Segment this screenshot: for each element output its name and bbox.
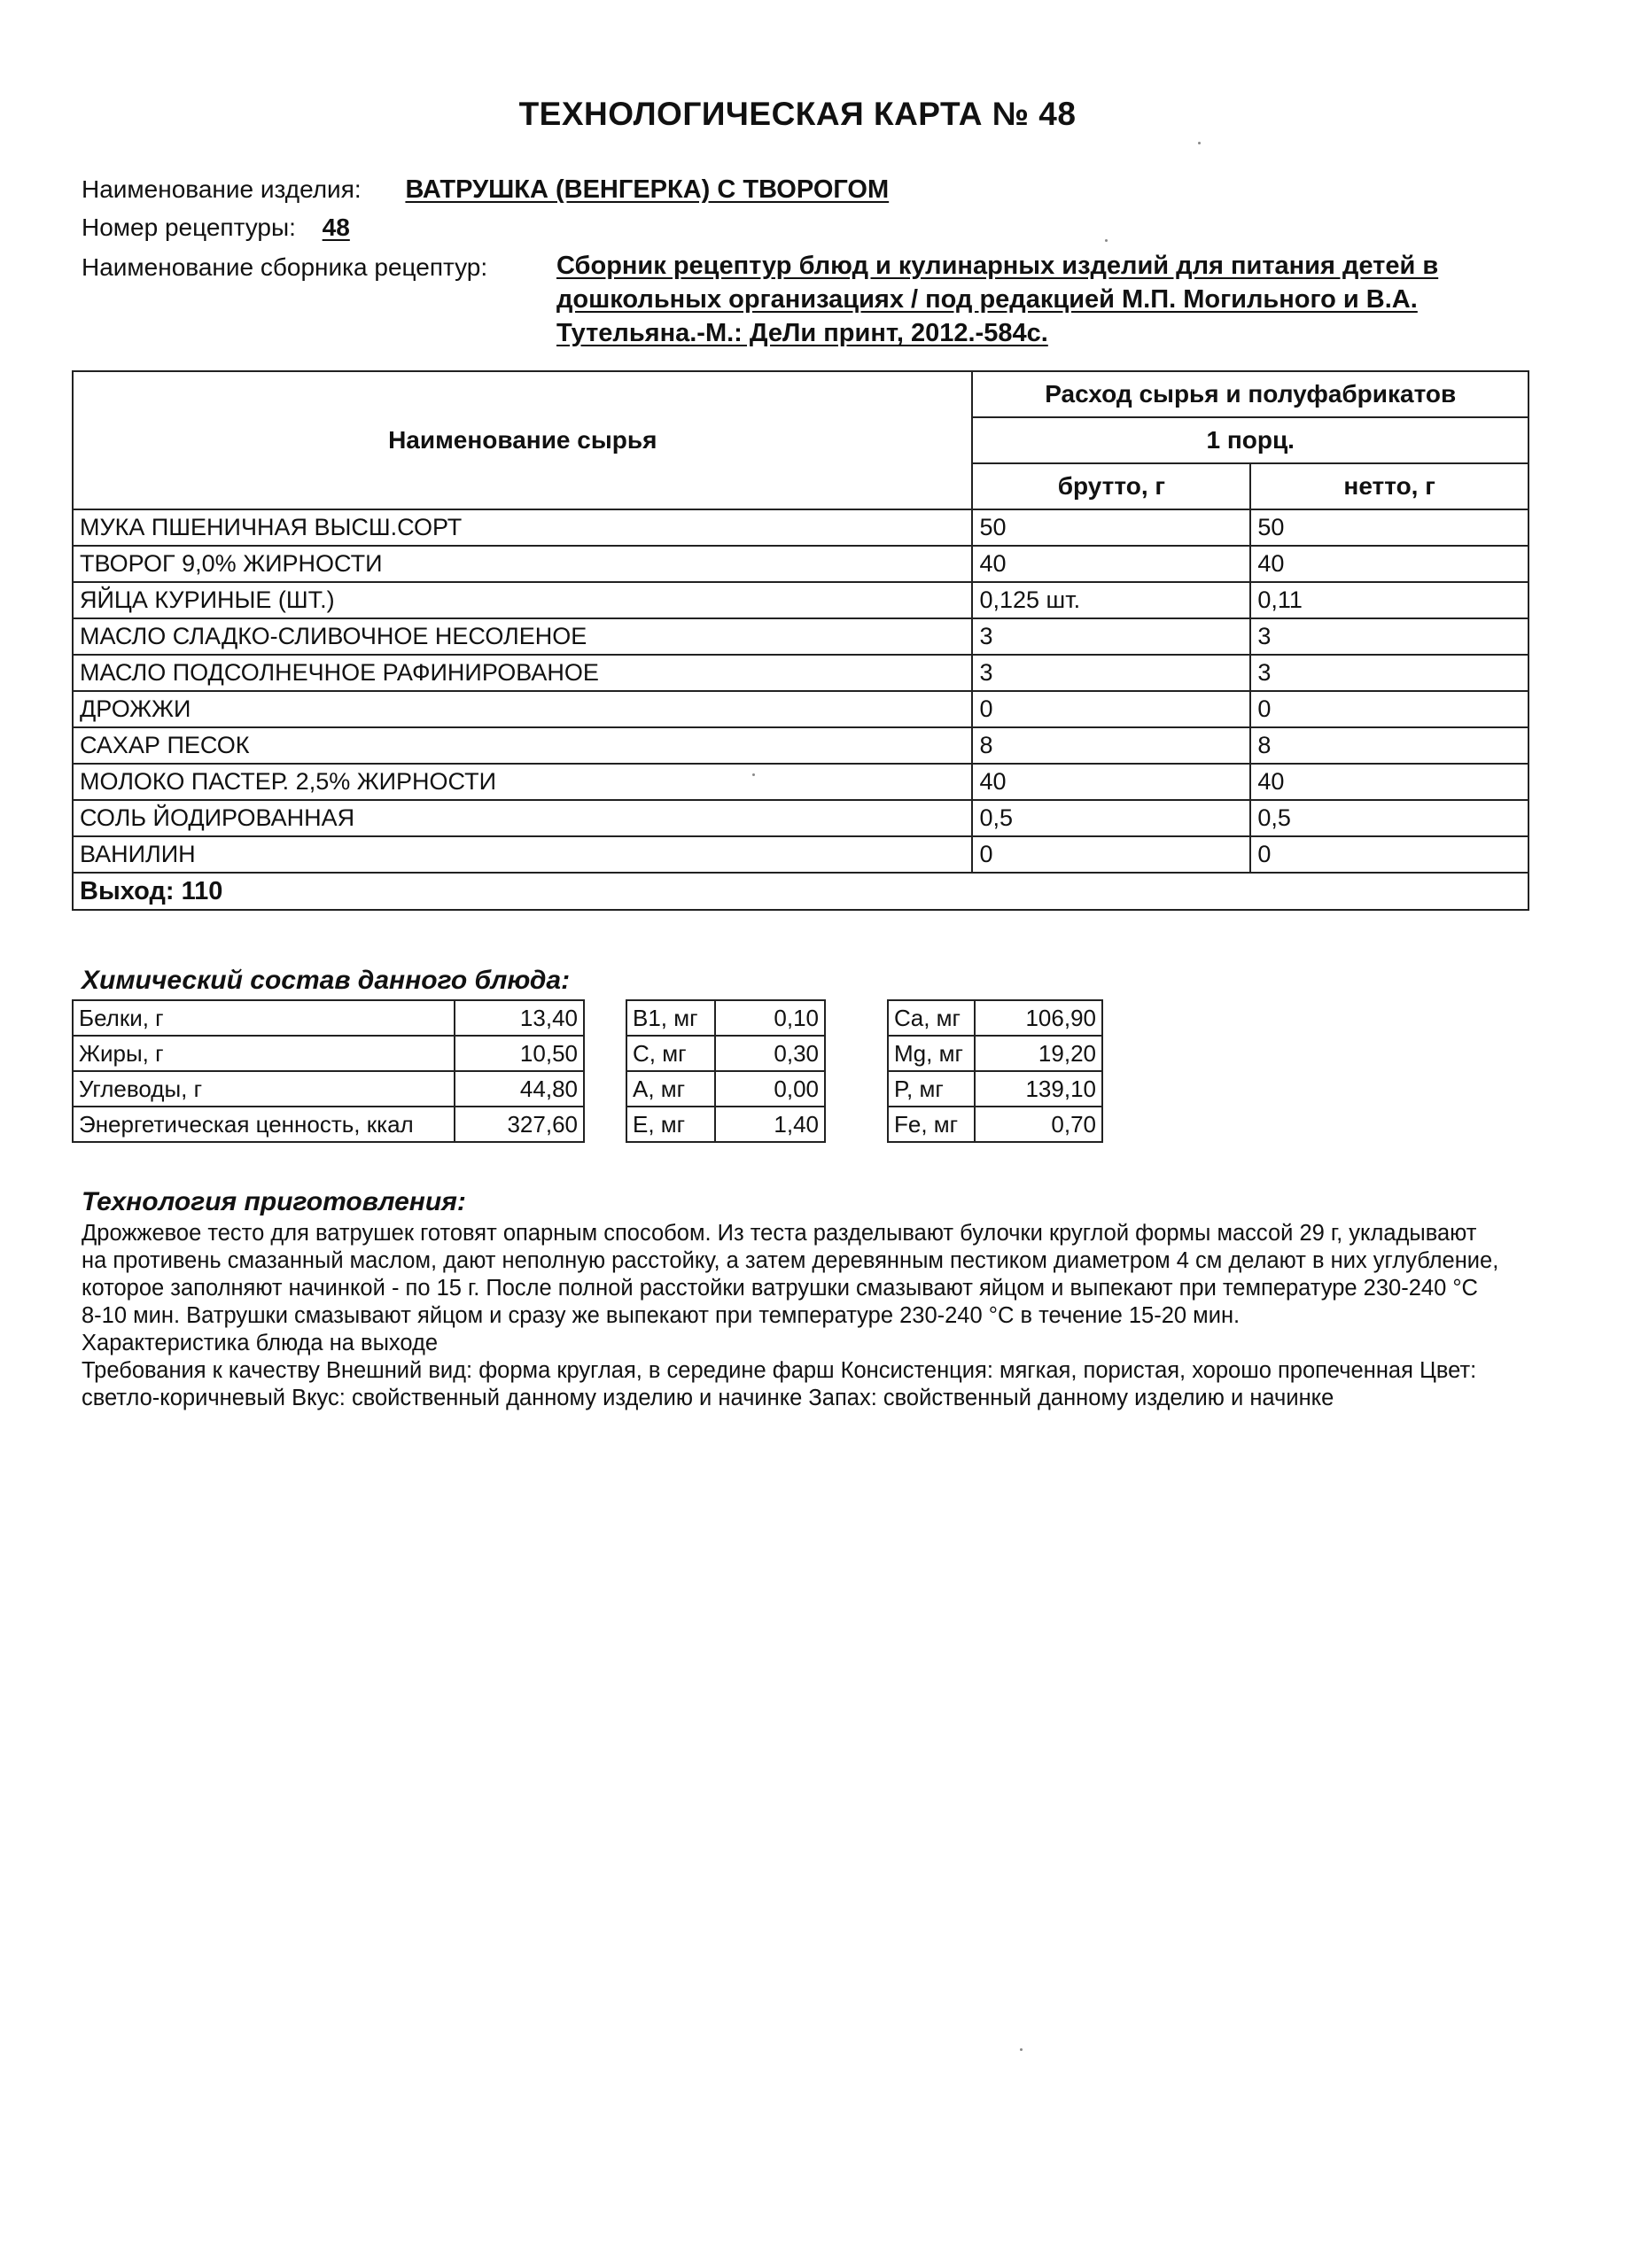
vitamins-table: [626, 999, 826, 1143]
chemistry-label: Mg, мг: [888, 1036, 975, 1071]
ingredient-net: 8: [1250, 727, 1528, 764]
chemistry-row: [73, 1036, 584, 1071]
gross-header: брутто, г: [972, 463, 1250, 509]
ingredient-name: МАСЛО ПОДСОЛНЕЧНОЕ РАФИНИРОВАНОЕ: [73, 655, 972, 691]
scan-speck: [1198, 142, 1201, 144]
ingredient-name: ВАНИЛИН: [73, 836, 972, 873]
chemistry-label: P, мг: [888, 1071, 975, 1107]
chemistry-row: [73, 1071, 584, 1107]
ingredient-gross: 0: [972, 691, 1250, 727]
portion-header: 1 порц.: [972, 417, 1528, 463]
chemistry-label: Ca, мг: [888, 1000, 975, 1036]
technology-text-block: [82, 1220, 1499, 1412]
ingredient-gross: 3: [972, 655, 1250, 691]
ingredient-name: МУКА ПШЕНИЧНАЯ ВЫСШ.СОРТ: [73, 509, 972, 546]
chemistry-row: [626, 1036, 825, 1071]
chemistry-row: [888, 1107, 1102, 1142]
ingredient-net: 40: [1250, 764, 1528, 800]
chemistry-label: Жиры, г: [73, 1036, 455, 1071]
ingredient-row: [73, 546, 1528, 582]
chemistry-value: 1,40: [715, 1107, 825, 1142]
ingredient-name: ТВОРОГ 9,0% ЖИРНОСТИ: [73, 546, 972, 582]
chemistry-label: C, мг: [626, 1036, 715, 1071]
chemistry-label: Энергетическая ценность, ккал: [73, 1107, 455, 1142]
ingredient-name: СОЛЬ ЙОДИРОВАННАЯ: [73, 800, 972, 836]
macros-table: [72, 999, 585, 1143]
yield-cell: Выход: 110: [73, 873, 1528, 910]
scan-speck: [1105, 239, 1108, 242]
collection-label: Наименование сборника рецептур:: [82, 253, 488, 281]
ingredient-gross: 0,5: [972, 800, 1250, 836]
ingredient-gross: 40: [972, 546, 1250, 582]
ingredient-net: 40: [1250, 546, 1528, 582]
ingredient-net: 0,11: [1250, 582, 1528, 618]
quality-text: Требования к качеству Внешний вид: форма круглая, в середине фарш Консистенция: мягкая, пористая, хорошо пропеченная Цвет: светло-коричневый Вкус: свойственный данному изделию и начинке Запах: свойственный данному изделию и начинке: [82, 1358, 1477, 1410]
chemistry-label: Белки, г: [73, 1000, 455, 1036]
technology-text: Дрожжевое тесто для ватрушек готовят опарным способом. Из теста разделывают булочки круглой формы массой 29 г, укладывают на противень смазанный маслом, дают неполную расстойку, а затем деревянным пестиком диаметром 4 см делают в них углубление, которое заполняют начинкой - по 15 г. После полной расстойки ватрушки смазывают яйцом и выпекают при температуре 230-240 °С 8-10 мин. Ватрушки смазывают яйцом и сразу же выпекают при температуре 230-240 °С в течение 15-20 мин.: [82, 1221, 1499, 1328]
chemistry-value: 106,90: [975, 1000, 1102, 1036]
chemistry-label: B1, мг: [626, 1000, 715, 1036]
ingredients-body: [73, 509, 1528, 873]
ingredient-net: 0: [1250, 691, 1528, 727]
chemistry-label: A, мг: [626, 1071, 715, 1107]
scan-speck: [1020, 2048, 1023, 2051]
chemistry-value: 327,60: [455, 1107, 584, 1142]
chemistry-row: [888, 1000, 1102, 1036]
chemistry-label: Fe, мг: [888, 1107, 975, 1142]
chemistry-row: [888, 1036, 1102, 1071]
ingredient-net: 3: [1250, 655, 1528, 691]
technology-heading: Технология приготовления:: [82, 1187, 466, 1216]
chemistry-heading: Химический состав данного блюда:: [82, 966, 571, 995]
ingredient-gross: 8: [972, 727, 1250, 764]
minerals-table: [887, 999, 1103, 1143]
ingredient-row: [73, 509, 1528, 546]
chemistry-row: [626, 1071, 825, 1107]
chemistry-label: E, мг: [626, 1107, 715, 1142]
chemistry-value: 0,00: [715, 1071, 825, 1107]
product-label: Наименование изделия:: [82, 175, 362, 203]
ingredient-row: [73, 800, 1528, 836]
ingredient-name: САХАР ПЕСОК: [73, 727, 972, 764]
collection-row: [82, 252, 487, 284]
chemistry-value: 19,20: [975, 1036, 1102, 1071]
ingredient-name: ДРОЖЖИ: [73, 691, 972, 727]
chemistry-value: 0,30: [715, 1036, 825, 1071]
ingredient-net: 0: [1250, 836, 1528, 873]
chemistry-label: Углеводы, г: [73, 1071, 455, 1107]
ingredient-row: [73, 618, 1528, 655]
collection-name: Сборник рецептур блюд и кулинарных изделий для питания детей в дошкольных организациях / под редакцией М.П. Могильного и В.А. Тутельяна.-М.: ДеЛи принт, 2012.-584с.: [556, 252, 1439, 347]
chemistry-value: 10,50: [455, 1036, 584, 1071]
chemistry-value: 44,80: [455, 1071, 584, 1107]
ingredient-net: 50: [1250, 509, 1528, 546]
chemistry-row: [626, 1107, 825, 1142]
chemistry-value: 0,10: [715, 1000, 825, 1036]
recipe-number: 48: [322, 214, 350, 241]
product-name: ВАТРУШКА (ВЕНГЕРКА) С ТВОРОГОМ: [405, 175, 890, 204]
chemistry-value: 139,10: [975, 1071, 1102, 1107]
ingredient-gross: 0,125 шт.: [972, 582, 1250, 618]
ingredients-table: [72, 370, 1529, 911]
chemistry-row: [626, 1000, 825, 1036]
ingredient-net: 0,5: [1250, 800, 1528, 836]
ingredient-row: [73, 727, 1528, 764]
ingredient-name: МАСЛО СЛАДКО-СЛИВОЧНОЕ НЕСОЛЕНОЕ: [73, 618, 972, 655]
ingredient-row: [73, 582, 1528, 618]
characteristic-text: Характеристика блюда на выходе: [82, 1331, 439, 1355]
ingredient-gross: 50: [972, 509, 1250, 546]
ingredient-row: [73, 655, 1528, 691]
chemistry-row: [73, 1000, 584, 1036]
ingredient-row: [73, 836, 1528, 873]
ingredient-net: 3: [1250, 618, 1528, 655]
ingredient-row: [73, 691, 1528, 727]
recipe-number-row: [82, 212, 350, 244]
ingredient-row: [73, 764, 1528, 800]
chemistry-value: 13,40: [455, 1000, 584, 1036]
chemistry-row: [888, 1071, 1102, 1107]
ingredient-gross: 40: [972, 764, 1250, 800]
document-title: ТЕХНОЛОГИЧЕСКАЯ КАРТА № 48: [518, 96, 1077, 132]
chemistry-value: 0,70: [975, 1107, 1102, 1142]
ingredient-name: МОЛОКО ПАСТЕР. 2,5% ЖИРНОСТИ: [73, 764, 972, 800]
ingredient-name-header: Наименование сырья: [73, 371, 972, 509]
recipe-number-label: Номер рецептуры:: [82, 214, 296, 241]
ingredient-name: ЯЙЦА КУРИНЫЕ (ШТ.): [73, 582, 972, 618]
product-name-row: [82, 174, 889, 206]
net-header: нетто, г: [1250, 463, 1528, 509]
ingredient-gross: 3: [972, 618, 1250, 655]
consumption-header: Расход сырья и полуфабрикатов: [972, 371, 1528, 417]
scan-speck: [752, 773, 755, 776]
ingredient-gross: 0: [972, 836, 1250, 873]
chemistry-row: [73, 1107, 584, 1142]
